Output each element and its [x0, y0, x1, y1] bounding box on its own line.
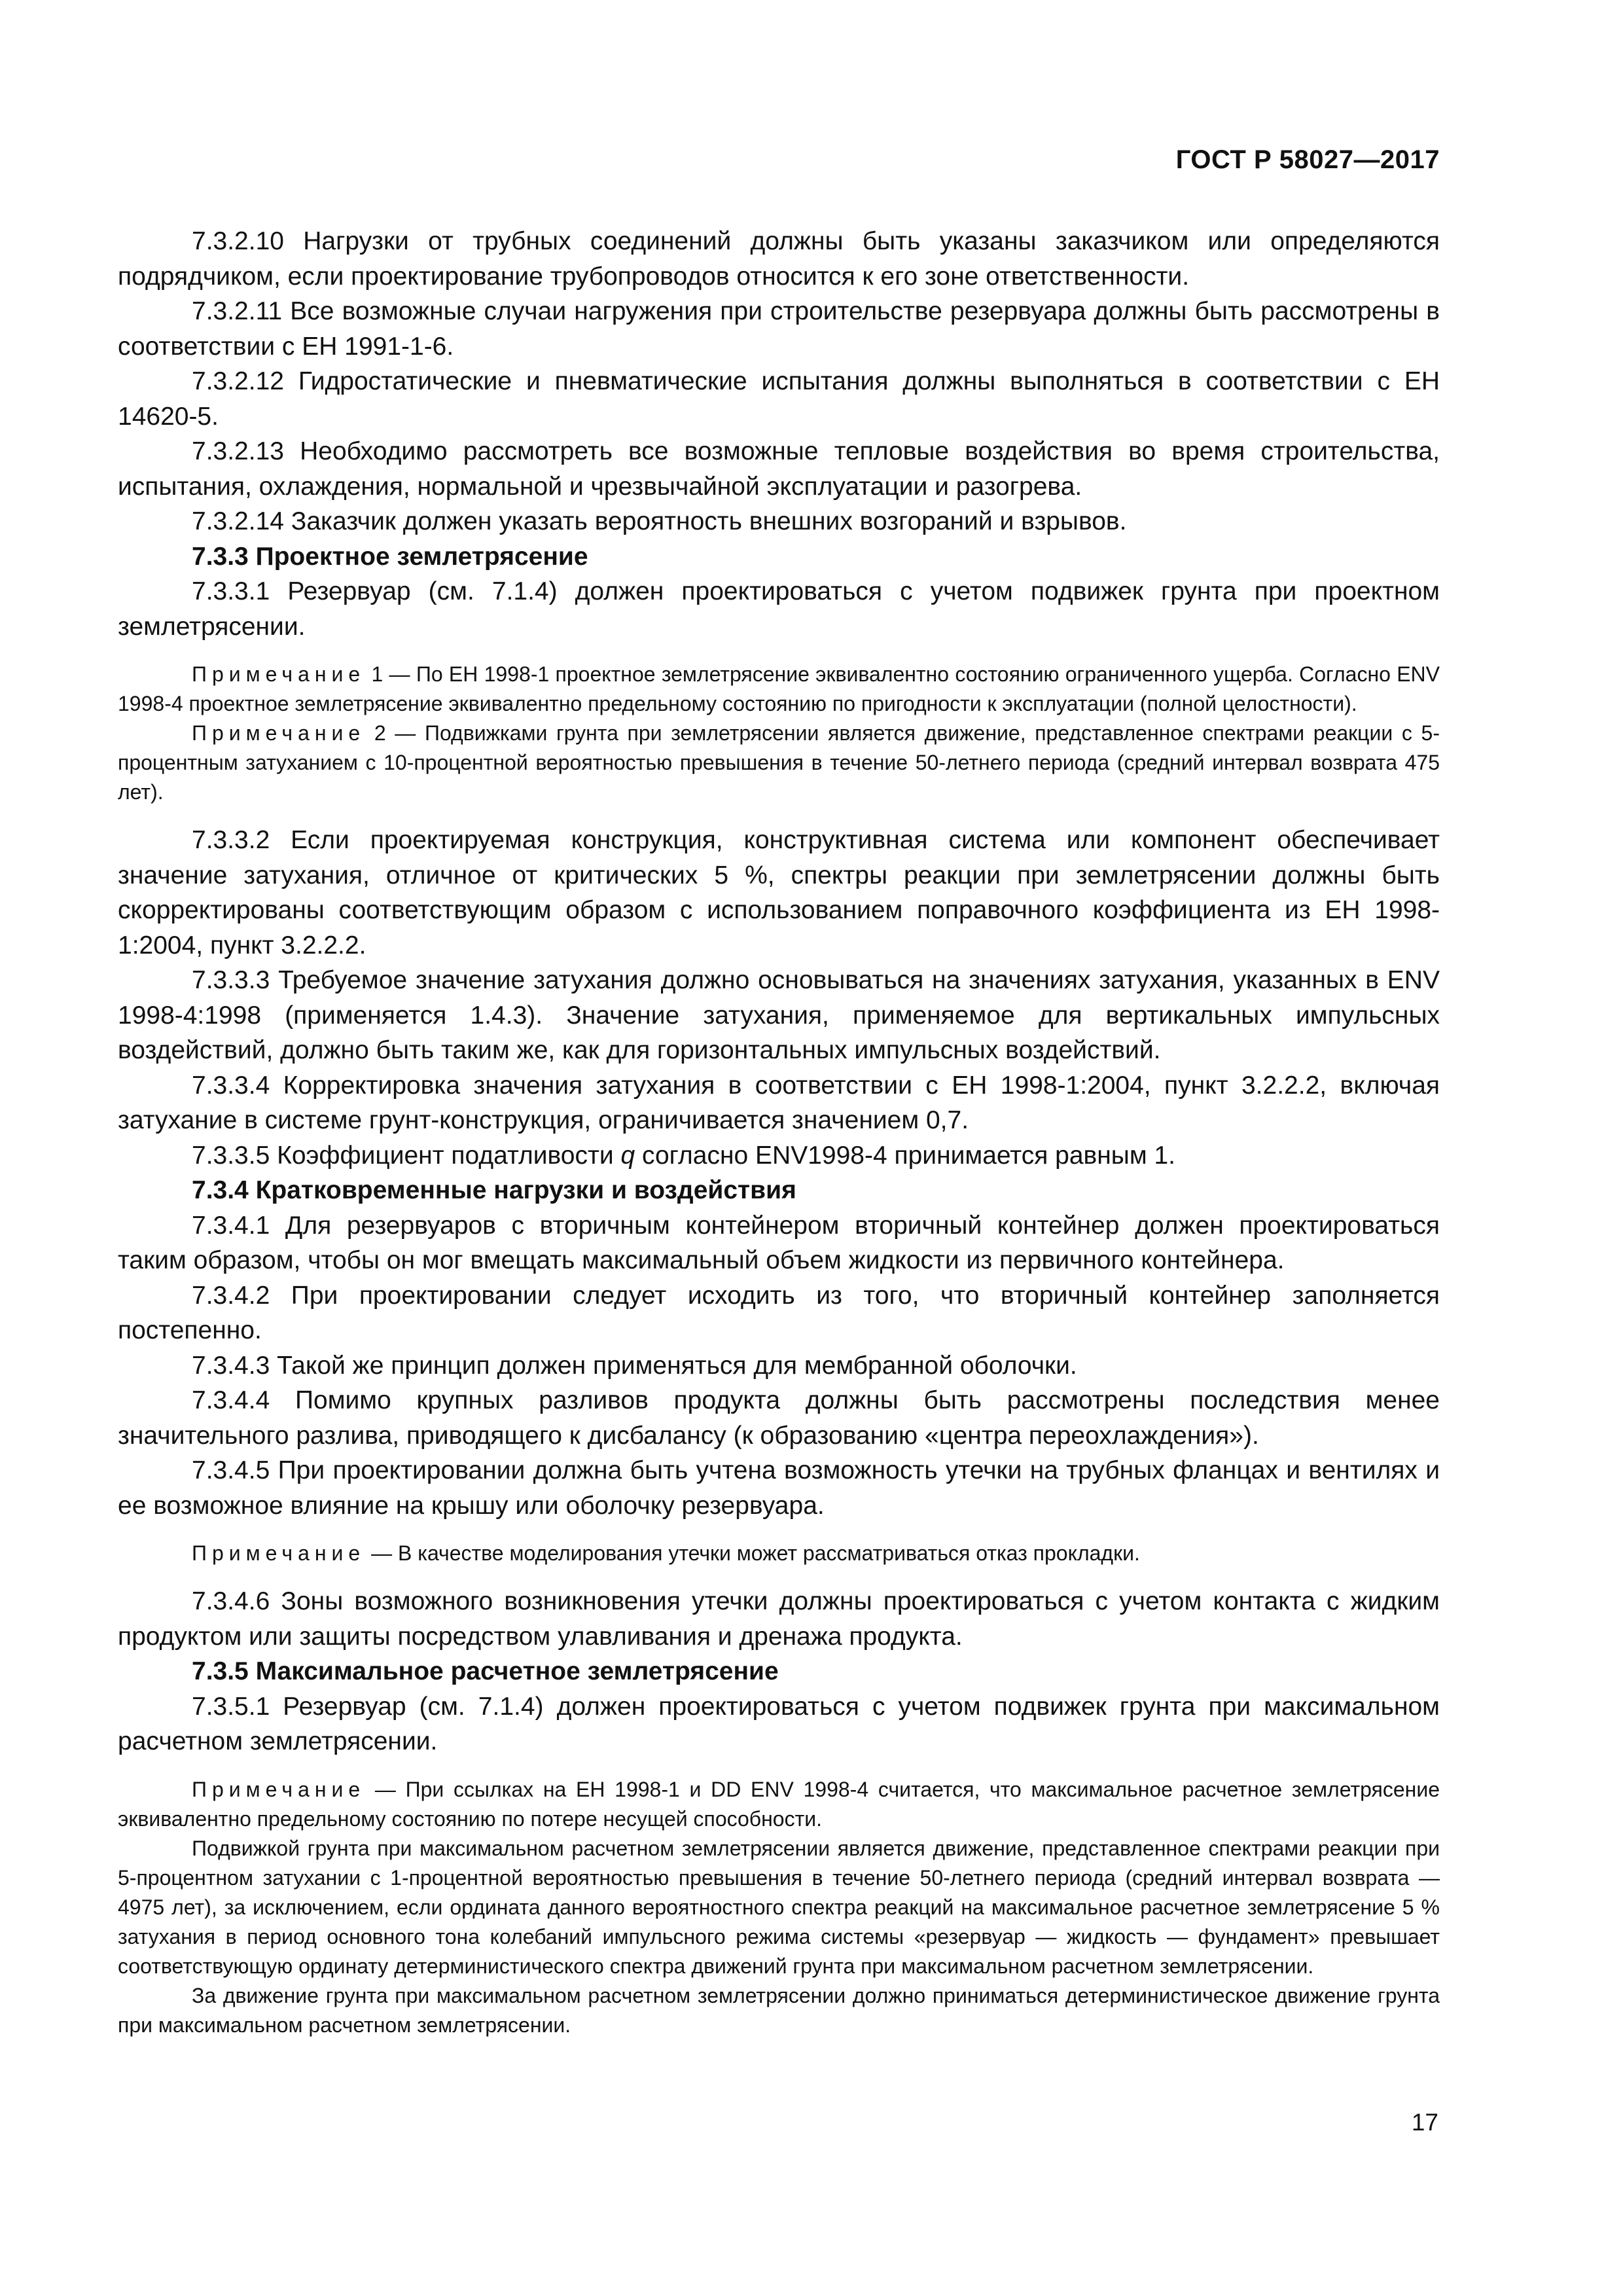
paragraph-7-3-4-1: 7.3.4.1 Для резервуаров с вторичным контейнером вторичный контейнер должен проектироваться таким образом, чтобы он мог вмещать максимальный объем жидкости из первичного контейнера. — [118, 1211, 1440, 1274]
page-number: 17 — [1411, 2109, 1438, 2136]
paragraph-7-3-2-13: 7.3.2.13 Необходимо рассмотреть все возможные тепловые воздействия во время строительства, испытания, охлаждения, нормальной и чрезвычайной эксплуатации и разогрева. — [118, 437, 1440, 501]
paragraph-7-3-4-6: 7.3.4.6 Зоны возможного возникновения утечки должны проектироваться с учетом контакта с жидким продуктом или защиты посредством улавливания и дренажа продукта. — [118, 1587, 1440, 1651]
symbol-q: q — [620, 1141, 635, 1170]
paragraph-text: 7.3.3.5 Коэффициент податливости — [192, 1141, 621, 1170]
paragraph-7-3-5-1: 7.3.5.1 Резервуар (см. 7.1.4) должен проектироваться с учетом подвижек грунта при максимальном расчетном землетрясении. — [118, 1692, 1440, 1755]
note-3 — [118, 1539, 1440, 1568]
note-1 — [118, 660, 1440, 719]
note-label: Примечание — [192, 1541, 366, 1565]
section-heading-7-3-4: 7.3.4 Кратковременные нагрузки и воздействия — [192, 1176, 796, 1204]
paragraph-7-3-4-2: 7.3.4.2 При проектировании следует исходить из того, что вторичный контейнер заполняется постепенно. — [118, 1281, 1440, 1344]
note-4-paragraph-2: Подвижкой грунта при максимальном расчетном землетрясении является движение, представленное спектрами реакции при 5-процентном затухании с 1-процентной вероятностью превышения в течение 50-летнего периода (средний интервал возврата — 4975 лет), за исключением, если ордината данного вероятностного спектра реакций на максимальное расчетное землетрясение 5 % затухания в период основного тона колебаний импульсного режима системы «резервуар — жидкость — фундамент» превышает соответствующую ординату детерминистического спектра движений грунта при максимальном расчетном землетрясении. — [118, 1836, 1440, 1978]
note-text: — В качестве моделирования утечки может рассматриваться отказ прокладки. — [365, 1541, 1140, 1565]
note-text: — При ссылках на ЕН 1998-1 и DD ENV 1998-4 считается, что максимальное расчетное землетрясение эквивалентно предельному состоянию по потере несущей способности. — [118, 1777, 1440, 1831]
paragraph-7-3-3-3: 7.3.3.3 Требуемое значение затухания должно основываться на значениях затухания, указанных в ENV 1998-4:1998 (применяется 1.4.3). Значение затухания, применяемое для вертикальных импульсных воздействий, должно быть таким же, как для горизонтальных импульсных воздействий. — [118, 966, 1440, 1064]
note-label: Примечание — [192, 721, 366, 745]
document-header: ГОСТ Р 58027—2017 — [1175, 145, 1440, 174]
paragraph-text: согласно ENV1998-4 принимается равным 1. — [635, 1141, 1176, 1170]
note-4 — [118, 1775, 1440, 1834]
paragraph-7-3-3-4: 7.3.3.4 Корректировка значения затухания в соответствии с ЕН 1998-1:2004, пункт 3.2.2.2, включая затухание в системе грунт-конструкция, ограничивается значением 0,7. — [118, 1071, 1440, 1134]
paragraph-7-3-3-2: 7.3.3.2 Если проектируемая конструкция, конструктивная система или компонент обеспечивает значение затухания, отличное от критических 5 %, спектры реакции при землетрясении должны быть скорректированы соответствующим образом с использованием поправочного коэффициента из ЕН 1998-1:2004, пункт 3.2.2.2. — [118, 826, 1440, 960]
paragraph-7-3-2-14: 7.3.2.14 Заказчик должен указать вероятность внешних возгораний и взрывов. — [192, 507, 1127, 535]
paragraph-7-3-4-3: 7.3.4.3 Такой же принцип должен применяться для мембранной оболочки. — [192, 1351, 1077, 1380]
section-heading-7-3-3: 7.3.3 Проектное землетрясение — [192, 542, 588, 571]
note-4-paragraph-3: За движение грунта при максимальном расчетном землетрясении должно приниматься детерминистическое движение грунта при максимальном расчетном землетрясении. — [118, 1983, 1440, 2037]
note-label: Примечание — [192, 1777, 366, 1801]
paragraph-7-3-4-5: 7.3.4.5 При проектировании должна быть учтена возможность утечки на трубных фланцах и вентилях и ее возможное влияние на крышу или оболочку резервуара. — [118, 1456, 1440, 1520]
note-text: 2 — Подвижками грунта при землетрясении является движение, представленное спектрами реакции с 5-процентным затуханием с 10-процентной вероятностью превышения в течение 50-летнего периода (средний интервал возврата 475 лет). — [118, 721, 1440, 804]
paragraph-7-3-3-5 — [118, 1138, 1440, 1174]
note-2 — [118, 719, 1440, 807]
paragraph-7-3-2-10: 7.3.2.10 Нагрузки от трубных соединений должны быть указаны заказчиком или определяются подрядчиком, если проектирование трубопроводов относится к его зоне ответственности. — [118, 227, 1440, 291]
note-label: Примечание — [192, 662, 366, 686]
paragraph-7-3-2-12: 7.3.2.12 Гидростатические и пневматические испытания должны выполняться в соответствии с ЕН 14620-5. — [118, 367, 1440, 431]
document-body — [118, 224, 1440, 2040]
note-text: 1 — По ЕН 1998-1 проектное землетрясение эквивалентно состоянию ограниченного ущерба. Согласно ENV 1998-4 проектное землетрясение эквивалентно предельному состоянию по пригодности к эксплуатации (полной целостности). — [118, 662, 1440, 715]
paragraph-7-3-3-1: 7.3.3.1 Резервуар (см. 7.1.4) должен проектироваться с учетом подвижек грунта при проектном землетрясении. — [118, 577, 1440, 641]
section-heading-7-3-5: 7.3.5 Максимальное расчетное землетрясение — [192, 1657, 779, 1685]
paragraph-7-3-2-11: 7.3.2.11 Все возможные случаи нагружения при строительстве резервуара должны быть рассмотрены в соответствии с ЕН 1991-1-6. — [118, 297, 1440, 361]
paragraph-7-3-4-4: 7.3.4.4 Помимо крупных разливов продукта должны быть рассмотрены последствия менее значительного разлива, приводящего к дисбалансу (к образованию «центра переохлаждения»). — [118, 1386, 1440, 1450]
